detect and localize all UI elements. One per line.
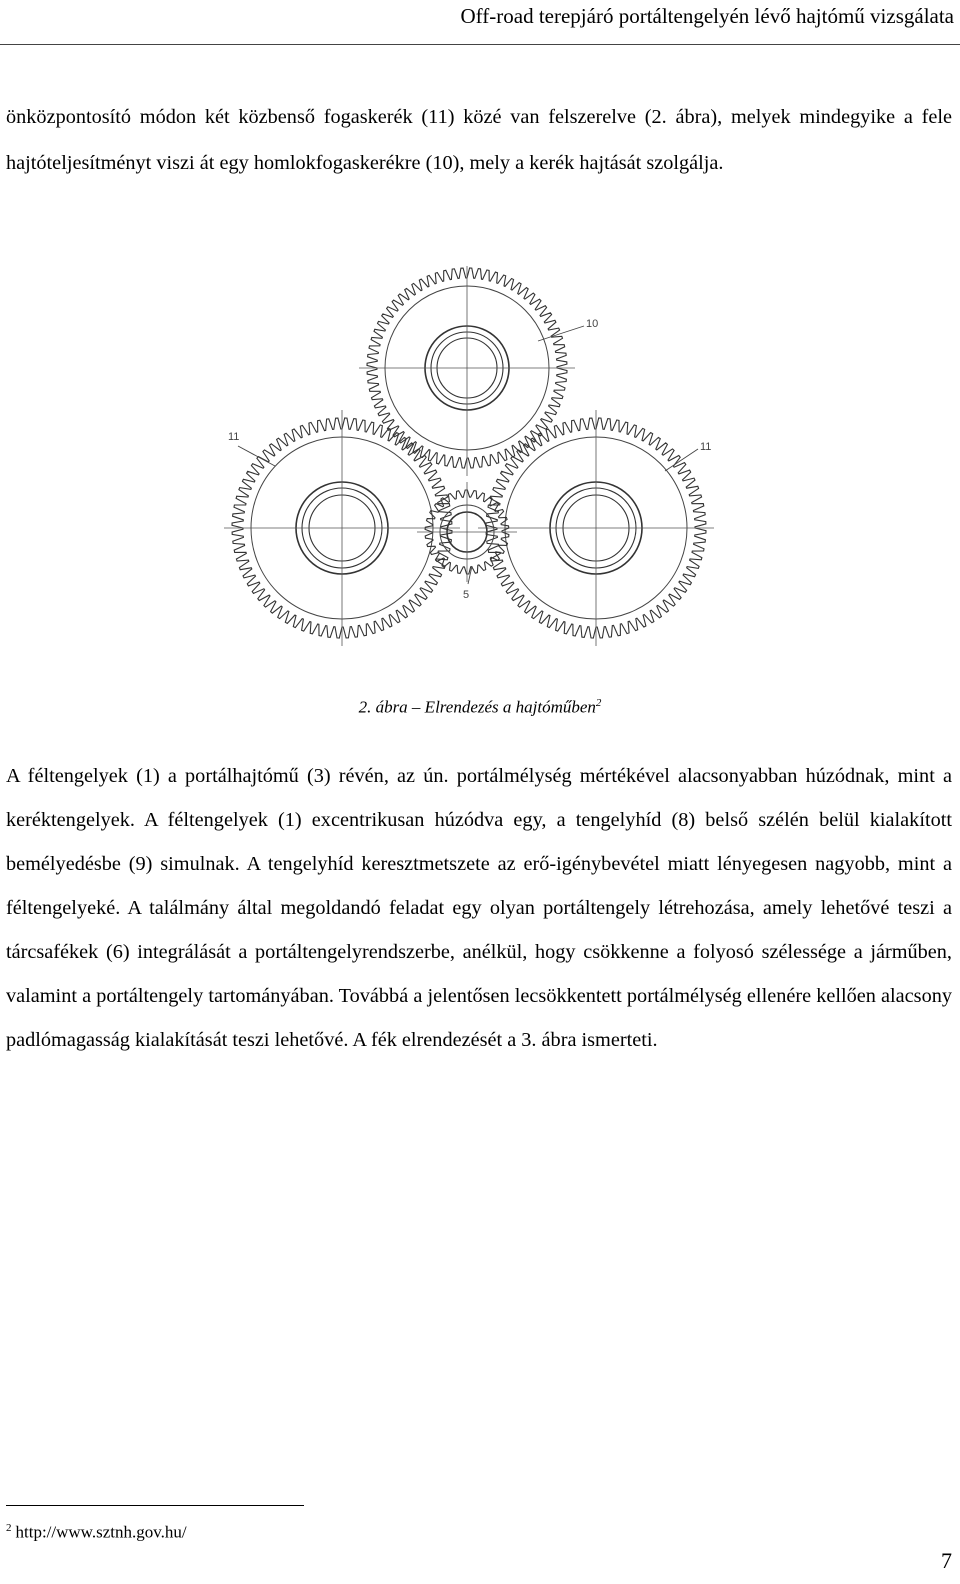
footnote-number: 2: [6, 1522, 12, 1534]
leader-11-left: [238, 446, 275, 466]
caption-footnote-ref: 2: [595, 697, 602, 709]
footnote-text: http://www.sztnh.gov.hu/: [15, 1522, 187, 1542]
running-header: [0, 0, 960, 45]
header-title: Off-road terepjáró portáltengelyén lévő hajtómű vizsgálata: [460, 4, 954, 28]
paragraph-2: A féltengelyek (1) a portálhajtómű (3) révén, az ún. portálmélység mértékével alacsonyabban húzódnak, mint a keréktengelyek. A féltengelyek (1) excentrikusan húzódva egy, a tengelyhíd (8) belső szélén belül kialakított bemélyedésbe (9) simulnak. A tengelyhíd keresztmetszete az erő-igénybevétel miatt lényegesen nagyobb, mint a féltengelyeké. A találmány által megoldandó feladat egy olyan portáltengely létrehozása, amely lehetővé teszi a tárcsafékek (6) integrálását a portáltengelyrendszerbe, anélkül, hogy csökkenne a folyosó szélessége a járműben, valamint a portáltengely tartományában. Továbbá a jelentősen lecsökkentett portálmélység ellenére kellően alacsony padlómagasság kialakítását teszi lehetővé. A fék elrendezését a 3. ábra ismerteti.: [6, 765, 952, 1051]
gear-diagram: [220, 266, 740, 646]
label-gear-11-left: 11: [228, 431, 240, 443]
label-gear-11-right: 11: [700, 441, 712, 453]
caption-text: 2. ábra – Elrendezés a hajtóműben: [358, 697, 596, 717]
paragraph-1: önközpontosító módon két közbenső fogaskerék (11) közé van felszerelve (2. ábra), melyek mindegyike a fele hajtóteljesítményt viszi át egy homlokfogaskerékre (10), mely a kerék hajtását szolgálja.: [6, 106, 952, 174]
footnote: [6, 1522, 187, 1543]
page-number: 7: [941, 1548, 952, 1573]
figure-caption: [0, 697, 960, 718]
footnote-divider: [6, 1505, 304, 1506]
label-gear-10: 10: [586, 318, 599, 330]
label-pinion-5: 5: [463, 589, 470, 601]
gear-arrangement-figure: [220, 266, 740, 646]
